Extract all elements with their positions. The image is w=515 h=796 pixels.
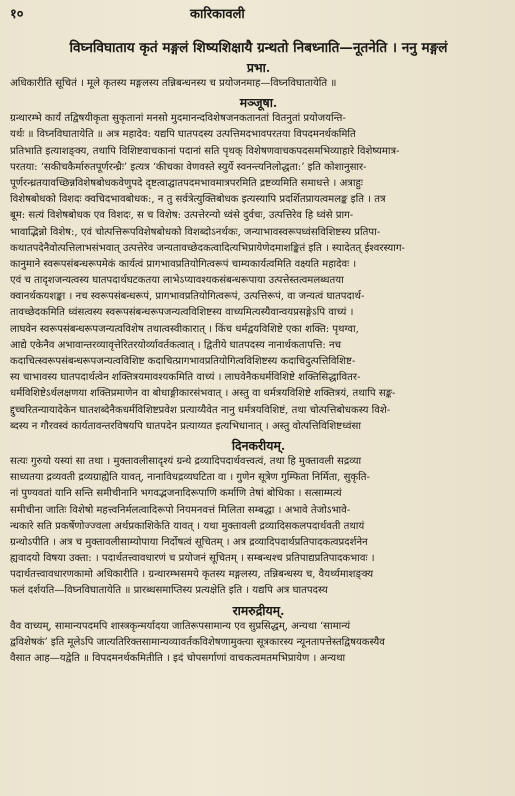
section-heading: प्रभा. bbox=[246, 60, 271, 75]
text-line: स्य चाभावस्य घातपदार्थत्वेन शक्तित्रयमावश्यकमिति वाच्यं । लाघवेनैकधर्मविशिष्टे शक्तिसिद्धावितर- bbox=[10, 372, 361, 384]
page-number: १० bbox=[10, 7, 24, 22]
text-line: ग्रन्थारम्भे कार्यं तद्विषयीकृता सुकृतानां मनसो मुदमानन्दविशेषजनकतानतां वितनुतां प्रयोजयन्ति- bbox=[10, 113, 346, 125]
section-heading: दिनकरीयम्. bbox=[231, 437, 286, 453]
text-line: धर्मविशिष्टेऽर्थलक्षणया शक्तिप्रमाणेन वा बोधाङ्गीकारसंभवात् । अस्तु वा धर्मत्रयविशिष्टे शक्तित्रयं, तथापि सङ्क- bbox=[10, 388, 396, 400]
verse-line: विघ्नविघाताय कृतं मङ्गलं शिष्यशिक्षायै ग्रन्थतो निबध्नाति—नूतनेति । ननु मङ्गलं bbox=[69, 40, 448, 56]
section-paragraph bbox=[10, 454, 507, 600]
section-heading: मञ्जूषा. bbox=[239, 95, 278, 111]
text-line: ब्दस्य न गौरवस्वं कार्यतावन्तरविषयपि घातपदेन प्रत्याय्यत इत्यभिधानात् । अस्तु वोत्पत्तिविशिष्टध्वंसा bbox=[10, 420, 361, 432]
text-line: अधिकारीति सूचितं । मूले कृतस्य मङ्गलस्य तन्निबन्धनस्य च प्रयोजनमाह—विघ्नविघातायेति ॥ bbox=[10, 78, 337, 89]
text-line: तावच्छेदकमिति ध्वंसत्वस्य स्वरूपसंबन्धरूपजन्यत्वविशिष्टस्य वाच्यमित्यस्यैवान्वयप्रसङ्गेऽपि वाच्यं । bbox=[10, 307, 354, 319]
section-paragraph bbox=[10, 111, 507, 435]
text-line: भावाद्भिन्नो विशेष:, एवं चोत्पत्तिरूपविशेषबोधको विशब्दोऽनर्थकः, जन्याभावस्वरूपध्वंसविशिष्टस्य प्रतिपा- bbox=[10, 226, 381, 238]
text-line: क्वानर्थकयशङ्का । नच स्वरूपसंबन्धरूपं, प्रागभावप्रतियोगित्वरूपं, उत्पत्तिरूपं, वा जन्यत्वं घातपदार्थ- bbox=[10, 291, 365, 303]
section-paragraph bbox=[10, 619, 507, 668]
section-heading: रामरुद्रीयम्. bbox=[232, 602, 285, 618]
text-line: यर्थः ॥ विघ्नविघातायेति ॥ अत्र महादेव: यद्यपि घातपदस्य उत्पत्तिमदभावपरतया विपदमनर्थकमिति bbox=[10, 129, 356, 141]
text-line: प्रतिभाति इत्याशङ्क्य, तथापि विशिष्टवाचकानां पदानां सति पृथक् विशेषणवाचकपदसमभिव्याहारे विशेष्यमात्र- bbox=[10, 145, 400, 157]
text-line: विशेषबोधको विशदः क्वचिदभावबोधक:, न तु सर्वत्रेत्युक्तिबोधक इत्यस्यापि प्रदर्शितप्रायत्वमलङ्क इति । तत्र bbox=[10, 194, 386, 206]
text-line: वैव वाच्यम्, सामान्यपदमपि शास्त्रकृन्मर्यादया जातिरूपसामान्य एव सुप्रसिद्धम्, अन्यथा ‘सामान्यं bbox=[10, 620, 351, 632]
text-line: कथातपदेनैवोत्पत्तिलाभसंभवात् उत्पत्तेरेव जन्यतावच्छेदकत्वादित्यभिप्रायेणेदमाशङ्कितं इति । स्यादेतत् ईश्वरस्याग- bbox=[10, 242, 405, 254]
text-line: कदाचित्स्वरूपसंबन्धरूपजन्यत्वविशिष्ट कदाचित्प्रागभावप्रतियोगित्वविशिष्टस्य कदाचिदुत्पत्तिविशिष्ट- bbox=[10, 356, 356, 367]
text-line: बूम: सत्यं विशेषबोधक एव विशदः, स च विशेष: उत्पत्तेरन्यो ध्वंसे दुर्वचः, उत्पत्तिरेव हि ध्वंसे प्राग- bbox=[10, 210, 354, 222]
text-line: फलं दर्शयति—विघ्नविघातायेति ॥ प्रारब्धसमाप्तिस्य प्रत्यक्षेति इति । यद्यपि अत्र घातपदस्य bbox=[10, 585, 328, 597]
commentary-body bbox=[10, 60, 507, 667]
text-line: द्दुच्चरितन्यायादेकेन घातशब्देनैकधर्मविशिष्टप्रवेश प्रत्याय्यैवेत नानु धर्मत्रयविशिष्टं, तथा चोत्पत्तिबोधकस्य विशे- bbox=[10, 404, 391, 416]
text-line: वैसात आह—यद्वेति ॥ विपदमनर्थकमितीति । इदं चोपसर्गाणां वाचकत्वमतमभिप्रायेण । अन्यथा bbox=[10, 653, 346, 664]
text-line: ह्यवादयो विषया उक्ता: । पदार्थतत्त्वावधारणं च प्रयोजनं सूचितम् । सम्बन्धश्च प्रतिपाद्यप्रतिपादकभावः । bbox=[10, 553, 375, 565]
running-head: कारिकावली bbox=[190, 7, 245, 22]
text-line: सत्यः गुरुयो यस्यां सा तथा । मुक्तावलीसादृश्यं ग्रन्थे द्रव्यादिपदार्थवत्त्वत्वं, तथा हि मुक्तावली सद्रव्या bbox=[10, 455, 362, 467]
text-line: आद्ये एकेनैव अभावान्तरव्यावृत्तेरितरयोर्व्यावर्तकत्वात् । द्वितीये घातपदस्य नानार्थकतापत्ति: नच bbox=[10, 339, 342, 351]
text-line: ग्रन्थोऽपीति । अत्र च मुक्तावलीसाम्योपाया निर्दोषत्वं सूचितम् । अत्र द्रव्यादिपदार्थप्रतिपादकत्वप्रदर्शनेन bbox=[10, 536, 368, 548]
text-line: न्धकारे सति प्रकर्षेणोज्ज्वला अर्थप्रकाशिकेति यावत् । यथा मुक्तावली द्रव्यादिसकलपदार्थवती तथायं bbox=[10, 520, 365, 532]
section-paragraph bbox=[10, 76, 507, 92]
text-line: कानुमाने स्वरूपसंबन्धरूपमेकं कार्यत्वं प्रागभावप्रतियोगित्वरूपं चाम्यकार्यत्वमिति वक्ष्यति महादेवः । bbox=[10, 258, 357, 270]
text-line: लाघवेन स्वरूपसंबन्धरूपजन्यत्वविशेष तथात्वस्वीकारात् । किंच धर्मद्वयविशिष्टे एका शक्ति: पृथग्वा, bbox=[10, 323, 359, 335]
text-line: द्वविशेषकं’ इति मूलेऽपि जात्यतिरिक्तसामान्यव्यावर्तकविशेषणामुक्त्या सूत्रकारस्य न्यूनतापत्तेस्तद्विषयकस्यैव bbox=[10, 636, 385, 648]
text-line: समीचीना जातिः विशेषो महत्त्वनिर्मलत्वादिरूपो नियमनवत्तं मिलिता सम्बद्धा । अभावे तेजोऽभावे- bbox=[10, 504, 351, 516]
text-line: साध्यतया द्रव्यवती द्रव्यग्राह्येति यावत्, नानाविधद्रव्यघटिता वा । गुणेन सूत्रेण गुम्फिता निर्मिता, सुकृति- bbox=[10, 472, 370, 484]
text-line: पूर्णरन्ध्रतयावच्छिन्नविशेषबोधकवेणुपदे दृष्टत्वाद्घातपदमभावमात्रपरमिति द्रष्टव्यमिति समाधत्ते । अत्राहुः bbox=[10, 177, 363, 189]
text-line: पदार्थतत्त्वावधारणकामो अधिकारीति । ग्रन्थारम्भसमये कृतस्य मङ्गलस्य, तन्निबन्धस्य च, वैयर्थ्यमाशङ्क्य bbox=[10, 569, 374, 581]
page-header bbox=[10, 4, 507, 24]
text-line: परतया: ‘सकीचकैर्मारुतपूर्णरन्ध्रैः’ इत्यत्र ‘कीचका वेणवस्ते स्युर्ये स्वनन्त्यनिलोद्धता:’ इति कोशानुसार- bbox=[10, 161, 367, 173]
text-line: नां पुण्यवतां यानि सन्ति समीचीनानि भगवद्भजनादिरूपाणि कर्माणि तेषां बोधिका । सत्साम्मत्यं bbox=[10, 488, 342, 500]
text-line: एवं च तादृशजन्यत्वस्य घातपदार्थघटकतया लाभेऽप्यावश्यकसंबन्धरूपाया उत्पत्तेस्तत्वमलब्धतया bbox=[10, 275, 344, 287]
